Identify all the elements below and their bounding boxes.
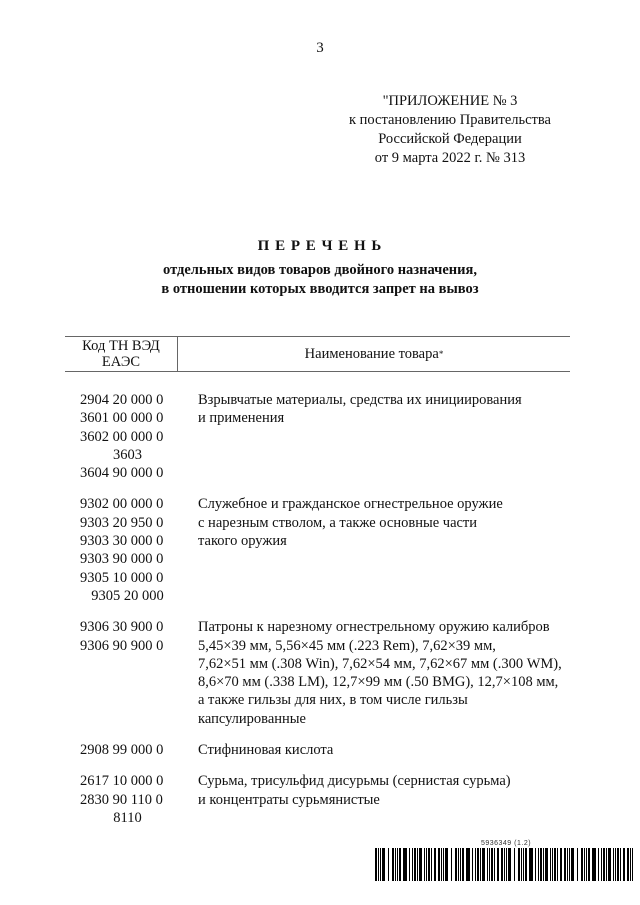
goods-description: [198, 618, 570, 728]
barcode-bar: [482, 848, 485, 881]
barcode-bar: [620, 848, 621, 881]
description-line: Стифниновая кислота: [198, 742, 334, 759]
barcode-bar: [462, 848, 464, 881]
description-line: Патроны к нарезному огнестрельному оружию калибров: [198, 619, 550, 636]
barcode-bar: [608, 848, 611, 881]
description-line: Взрывчатые материалы, средства их инициирования: [198, 392, 522, 408]
barcode-bar: [438, 848, 440, 881]
tn-ved-code: 8110: [113, 809, 142, 826]
page-number: 3: [316, 40, 324, 56]
document-subtitle: [0, 261, 640, 298]
barcode-bar: [571, 848, 574, 881]
barcode-bar: [451, 848, 452, 881]
barcode-bar: [382, 848, 385, 881]
description-line: Служебное и гражданское огнестрельное оружие: [198, 496, 503, 513]
barcode-bar: [623, 848, 625, 881]
tn-ved-code: 9303 20 950 0: [80, 514, 164, 531]
barcode-bar: [577, 848, 578, 881]
barcode-bar: [564, 848, 566, 881]
description-line: 7,62×51 мм (.308 Win), 7,62×54 мм, 7,62×67 мм (.300 WM),: [198, 655, 562, 672]
document-title: П Е Р Е Ч Е Н Ь: [257, 238, 383, 254]
barcode-bar: [497, 848, 499, 881]
table-row: [65, 618, 570, 728]
barcode-bar: [458, 848, 459, 881]
barcode-bar: [417, 848, 418, 881]
barcode-bar: [441, 848, 442, 881]
tn-ved-code: 9306 30 900 0: [80, 619, 164, 636]
barcode-bar: [445, 848, 448, 881]
barcode-bar: [584, 848, 585, 881]
barcode-bar: [428, 848, 430, 881]
table-row: [65, 741, 570, 759]
barcode-bar: [443, 848, 444, 881]
barcode-bar: [378, 848, 379, 881]
barcode-bar: [399, 848, 401, 881]
code-list: [80, 391, 175, 482]
barcode-bar: [494, 848, 495, 881]
barcode-bar: [521, 848, 522, 881]
barcode-bar: [491, 848, 493, 881]
description-line: такого оружия: [198, 533, 287, 550]
barcode-bar: [606, 848, 607, 881]
barcode-bar: [518, 848, 520, 881]
barcode-bar: [567, 848, 568, 881]
barcode-bar: [603, 848, 605, 881]
barcode-bar: [506, 848, 507, 881]
barcode-bar: [560, 848, 562, 881]
barcode-bar: [581, 848, 583, 881]
barcode-bar: [392, 848, 394, 881]
description-line: с нарезным стволом, а также основные части: [198, 514, 478, 531]
barcode-bar: [460, 848, 461, 881]
barcode-bar: [466, 848, 470, 881]
barcode-bar: [403, 848, 407, 881]
code-list: [80, 495, 175, 605]
column-header-code: [65, 337, 178, 371]
tn-ved-code: 9306 90 900 0: [80, 637, 164, 654]
barcode-bar: [529, 848, 533, 881]
barcode-bar: [380, 848, 381, 881]
barcode-bar: [554, 848, 556, 881]
barcode-bar: [508, 848, 511, 881]
tn-ved-code: 2908 99 000 0: [80, 742, 164, 759]
appendix-line: "ПРИЛОЖЕНИЕ № 3: [382, 93, 518, 109]
barcode-bar: [504, 848, 505, 881]
barcode-bar: [431, 848, 432, 881]
tn-ved-code: 9303 30 000 0: [80, 533, 164, 550]
barcode-bar: [615, 848, 616, 881]
barcode-bar: [409, 848, 410, 881]
barcode-block: [375, 840, 637, 881]
barcode-bar: [477, 848, 479, 881]
appendix-line: Российской Федерации: [378, 131, 522, 147]
subtitle-line: в отношении которых вводится запрет на вывоз: [161, 280, 479, 297]
goods-description: [198, 495, 570, 550]
barcode-bar: [434, 848, 436, 881]
appendix-header: [335, 92, 565, 168]
barcode-bar: [569, 848, 570, 881]
barcode-bar: [472, 848, 473, 881]
barcode-bar: [455, 848, 457, 881]
table-body: [65, 391, 570, 827]
tn-ved-code: 9305 10 000 0: [80, 569, 164, 586]
column-header-code-line: ЕАЭС: [101, 354, 141, 370]
barcode-bar: [543, 848, 544, 881]
barcode-bar: [627, 848, 629, 881]
tn-ved-code: 2830 90 110 0: [80, 791, 163, 808]
barcode-bar: [475, 848, 476, 881]
appendix-line: к постановлению Правительства: [349, 112, 551, 128]
barcode-bar: [525, 848, 527, 881]
goods-description: [198, 772, 570, 809]
barcode-bar: [412, 848, 413, 881]
barcode-bar: [598, 848, 599, 881]
barcode-bar: [487, 848, 488, 881]
code-list: [80, 741, 175, 759]
barcode-bar: [550, 848, 551, 881]
barcode-bar: [424, 848, 425, 881]
barcode-bar: [395, 848, 396, 881]
code-list: [80, 618, 175, 655]
tn-ved-code: 3601 00 000 0: [80, 410, 164, 427]
barcode-bar: [489, 848, 490, 881]
barcode-bar: [480, 848, 481, 881]
tn-ved-code: 2617 10 000 0: [80, 773, 164, 790]
barcode-bar: [375, 848, 377, 881]
code-list: [80, 772, 175, 827]
barcode-label: 5936349 (1.2): [480, 840, 532, 847]
tn-ved-code: 3603: [113, 446, 142, 463]
table-row: [65, 391, 570, 482]
description-line: 5,45×39 мм, 5,56×45 мм (.223 Rem), 7,62×39 мм,: [198, 637, 496, 654]
barcode-bar: [397, 848, 398, 881]
barcode-bar: [388, 848, 389, 881]
tn-ved-code: 9302 00 000 0: [80, 496, 164, 513]
table-row: [65, 495, 570, 605]
description-line: и концентраты сурьмянистые: [198, 791, 380, 808]
tn-ved-code: 3602 00 000 0: [80, 428, 164, 445]
barcode-bar: [540, 848, 542, 881]
tn-ved-code: 3604 90 000 0: [80, 465, 164, 482]
goods-description: [198, 741, 570, 759]
barcode-bar: [552, 848, 553, 881]
barcode-bar: [538, 848, 539, 881]
tn-ved-code: 9303 90 000 0: [80, 551, 164, 568]
barcode-bar: [613, 848, 614, 881]
barcode-bar: [588, 848, 590, 881]
column-header-code-line: Код ТН ВЭД: [82, 338, 160, 354]
barcode-bar: [586, 848, 587, 881]
table-row: [65, 772, 570, 827]
barcode-bar: [632, 848, 633, 881]
description-line: капсулированные: [198, 710, 306, 727]
barcode-bar: [535, 848, 536, 881]
goods-table: [65, 336, 570, 840]
column-header-name: Наименование товара *: [304, 345, 444, 362]
tn-ved-code: 9305 20 000: [91, 587, 164, 604]
barcode-bar: [617, 848, 619, 881]
description-line: и применения: [198, 410, 285, 427]
barcode-bar: [514, 848, 515, 881]
description-line: Сурьма, трисульфид дисурьмы (сернистая сурьма): [198, 773, 511, 790]
barcode-bar: [601, 848, 602, 881]
description-line: а также гильзы для них, в том числе гильзы: [198, 692, 468, 709]
barcode-bar: [557, 848, 558, 881]
barcode-bar: [545, 848, 548, 881]
barcode-bar: [414, 848, 416, 881]
barcode-bar: [523, 848, 524, 881]
table-header-row: [65, 336, 570, 372]
tn-ved-code: 2904 20 000 0: [80, 392, 164, 408]
barcode-image: [375, 848, 637, 881]
goods-description: [198, 391, 570, 428]
barcode-bar: [501, 848, 503, 881]
subtitle-line: отдельных видов товаров двойного назначения,: [163, 262, 477, 278]
barcode-bar: [592, 848, 596, 881]
description-line: 8,6×70 мм (.338 LM), 12,7×99 мм (.50 BMG), 12,7×108 мм,: [198, 674, 559, 691]
barcode-bar: [630, 848, 631, 881]
barcode-bar: [426, 848, 427, 881]
appendix-line: от 9 марта 2022 г. № 313: [374, 150, 526, 166]
column-header-name-text: Наименование товара: [304, 345, 439, 362]
barcode-bar: [419, 848, 422, 881]
